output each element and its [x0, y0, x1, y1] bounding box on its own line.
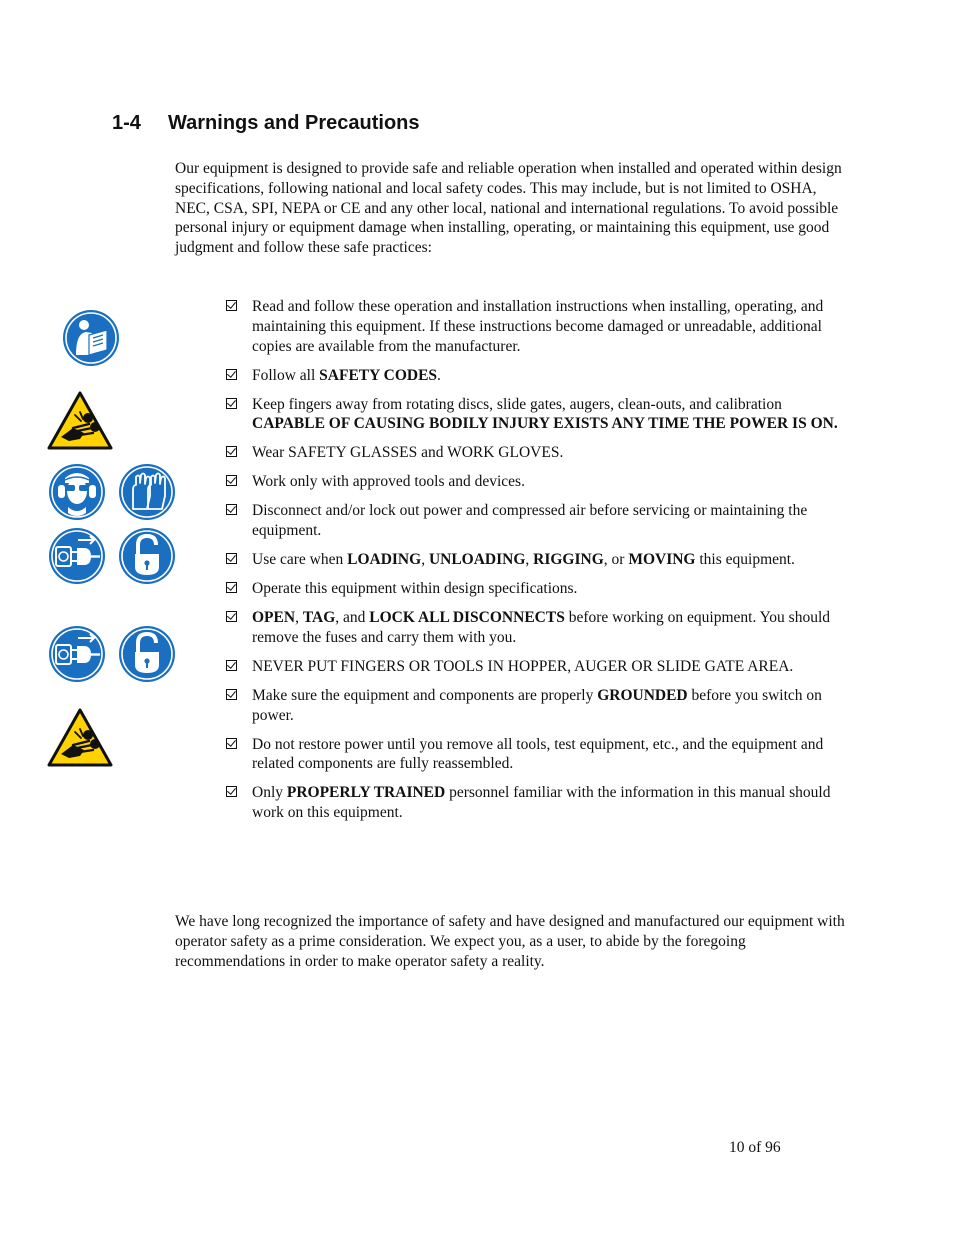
item-text: personnel familiar with the information in this manual should work on this equipment. — [252, 784, 831, 822]
emphasis-text: RIGGING — [533, 551, 604, 569]
checklist-item — [226, 366, 846, 386]
safety-checklist — [226, 297, 846, 832]
item-text: Use care when — [252, 551, 348, 569]
emphasis-text: CAPABLE OF CAUSING BODILY INJURY EXISTS ANY TIME THE POWER IS ON. — [252, 415, 838, 433]
checklist-item — [226, 657, 846, 677]
checkbox-checked-icon — [226, 446, 237, 457]
read-manual-icon — [62, 309, 120, 367]
item-text: , and — [335, 609, 370, 627]
item-text: , or — [603, 551, 629, 569]
section-heading — [112, 112, 420, 135]
hand-crush-warning-icon — [47, 708, 113, 768]
item-text: , — [421, 551, 429, 569]
checklist-item — [226, 550, 846, 570]
emphasis-text: TAG — [302, 609, 336, 627]
checkbox-checked-icon — [226, 369, 237, 380]
section-number: 1-4 — [112, 112, 141, 134]
checklist-item — [226, 443, 846, 463]
checkbox-checked-icon — [226, 738, 237, 749]
emphasis-text: SAFETY CODES — [319, 366, 438, 384]
emphasis-text: GROUNDED — [597, 686, 688, 704]
item-text: Only — [252, 784, 287, 802]
checkbox-checked-icon — [226, 398, 237, 409]
item-text: NEVER PUT FINGERS OR TOOLS IN HOPPER, AUGER OR SLIDE GATE AREA. — [252, 657, 794, 675]
item-text: Follow all — [252, 366, 320, 384]
item-text: Do not restore power until you remove all tools, test equipment, etc., and the equipment and related components are fully reassembled. — [252, 735, 824, 773]
checklist-item — [226, 608, 846, 648]
checkbox-checked-icon — [226, 611, 237, 622]
closing-paragraph: We have long recognized the importance of safety and have designed and manufactured our equipment with operator safety as a prime consideration. We expect you, as a user, to abide by the foregoing recommendations in order to make operator safety a reality. — [175, 913, 845, 970]
item-text: Work only with approved tools and devices. — [252, 473, 525, 491]
checklist-item — [226, 501, 846, 541]
checklist-item — [226, 686, 846, 726]
unplug-power-icon — [48, 625, 106, 683]
item-text: Disconnect and/or lock out power and compressed air before servicing or maintaining the equipment. — [252, 502, 808, 540]
item-text: before you switch on power. — [252, 686, 822, 724]
checkbox-checked-icon — [226, 504, 237, 515]
checklist-item — [226, 297, 846, 356]
item-text: , — [295, 609, 303, 627]
item-text: Make sure the equipment and components are properly — [252, 686, 598, 704]
work-gloves-icon — [118, 463, 176, 521]
checklist-item — [226, 395, 846, 435]
emphasis-text: PROPERLY TRAINED — [286, 784, 446, 802]
emphasis-text: MOVING — [628, 551, 696, 569]
hand-crush-warning-icon — [47, 391, 113, 451]
unplug-power-icon — [48, 527, 106, 585]
item-text: Wear SAFETY GLASSES and WORK GLOVES. — [252, 444, 564, 462]
section-title: Warnings and Precautions — [168, 112, 420, 134]
emphasis-text: UNLOADING — [428, 551, 526, 569]
padlock-icon — [118, 527, 176, 585]
emphasis-text: LOCK ALL DISCONNECTS — [369, 609, 565, 627]
checkbox-checked-icon — [226, 786, 237, 797]
item-text: Keep fingers away from rotating discs, slide gates, augers, clean-outs, and calibration — [252, 395, 782, 413]
checklist-item — [226, 783, 846, 823]
padlock-icon — [118, 625, 176, 683]
intro-paragraph: Our equipment is designed to provide safe and reliable operation when installed and operated within design specifications, following national and local safety codes. This may include, but is not limited to OSHA, NEC, CSA, SPI, NEPA or CE and any other local, national and international regulations. To avoid possible personal injury or equipment damage when installing, operating, or maintaining this equipment, use good judgment and follow these safe practices: — [175, 160, 842, 257]
item-text: , — [525, 551, 534, 569]
checkbox-checked-icon — [226, 553, 237, 564]
checkbox-checked-icon — [226, 689, 237, 700]
item-text: this equipment. — [695, 551, 795, 569]
safety-glasses-icon — [48, 463, 106, 521]
emphasis-text: OPEN — [252, 609, 296, 627]
checklist-item — [226, 472, 846, 492]
item-text: Operate this equipment within design specifications. — [252, 580, 578, 598]
item-text: . — [437, 366, 441, 384]
checklist-item — [226, 579, 846, 599]
emphasis-text: LOADING — [347, 551, 422, 569]
checkbox-checked-icon — [226, 300, 237, 311]
page-number: 10 of 96 — [729, 1139, 781, 1156]
item-text: before working on equipment. You should remove the fuses and carry them with you. — [252, 609, 831, 646]
item-text: Read and follow these operation and installation instructions when installing, operating, and maintaining this equipment. If these instructions become damaged or unreadable, additional copies are available from the manufacturer. — [252, 298, 824, 355]
checkbox-checked-icon — [226, 660, 237, 671]
checkbox-checked-icon — [226, 475, 237, 486]
checklist-item — [226, 735, 846, 775]
checkbox-checked-icon — [226, 582, 237, 593]
